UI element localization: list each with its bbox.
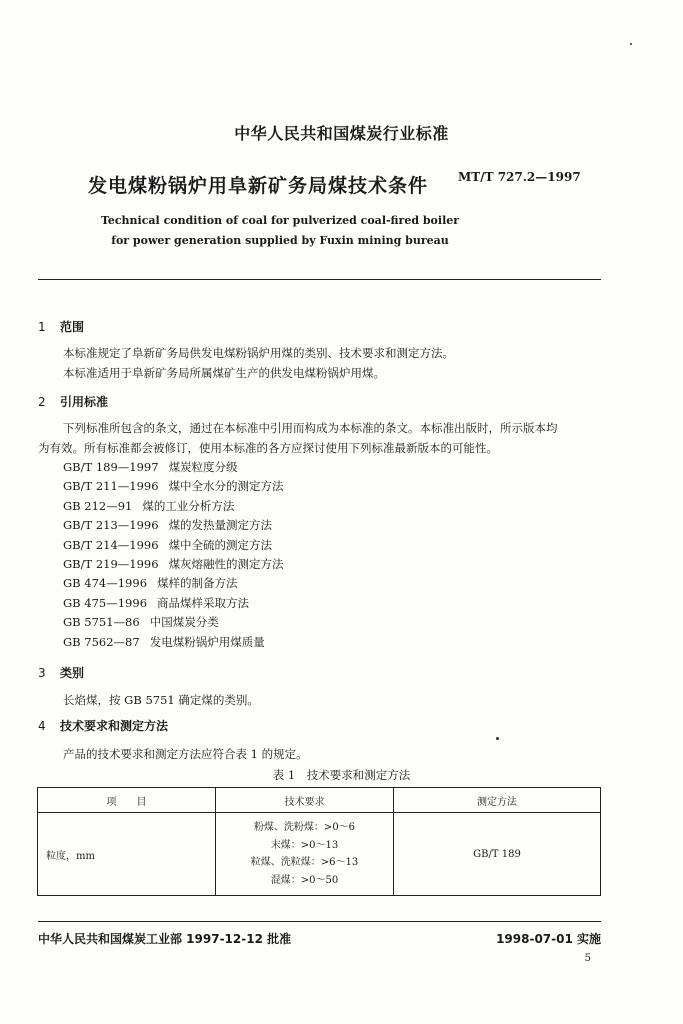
reference-name: 煤中全水分的测定方法	[168, 479, 284, 494]
reference-name: 煤样的制备方法	[157, 576, 238, 591]
reference-item	[63, 477, 284, 496]
page-number: 5	[584, 953, 591, 964]
reference-name: 煤的工业分析方法	[142, 498, 235, 513]
title-en-line2: for power generation supplied by Fuxin mining bureau	[111, 234, 449, 247]
column-header-method: 测定方法	[394, 788, 601, 813]
table-caption: 表 1 技术要求和测定方法	[272, 768, 411, 782]
reference-item	[63, 458, 284, 477]
standard-code: MT/T 727.2—1997	[458, 170, 581, 184]
column-header-item: 项 目	[38, 788, 216, 813]
reference-name: 煤的发热量测定方法	[168, 518, 273, 533]
reference-item	[63, 613, 284, 632]
header-divider	[38, 279, 601, 280]
reference-name: 煤灰熔融性的测定方法	[168, 557, 284, 572]
requirement-line: 粒煤、洗粒煤：>6～13	[250, 857, 359, 868]
intro-line-1: 下列标准所包含的条文，通过在本标准中引用而构成为本标准的条文。本标准出版时，所示版本均	[63, 421, 558, 435]
cell-method: GB/T 189	[394, 813, 601, 896]
reference-code: GB 5751—86	[63, 615, 140, 630]
requirement-line: 末煤：>0～13	[270, 839, 339, 851]
issuing-organization: 中华人民共和国煤炭行业标准	[234, 124, 449, 143]
reference-item	[63, 555, 284, 574]
footer-divider	[38, 921, 601, 922]
paragraph: 本标准适用于阜新矿务局所属煤矿生产的供发电煤粉锅炉用煤。	[63, 366, 385, 380]
reference-list	[63, 458, 284, 652]
reference-name: 煤炭粒度分级	[168, 460, 238, 474]
paragraph: 本标准规定了阜新矿务局供发电煤粉锅炉用煤的类别、技术要求和测定方法。	[63, 346, 454, 360]
column-header-requirements: 技术要求	[216, 788, 394, 813]
table-row	[38, 813, 601, 896]
reference-name: 发电煤粉锅炉用煤质量	[149, 634, 265, 649]
reference-code: GB/T 211—1996	[63, 479, 159, 494]
section-4-heading	[38, 717, 168, 734]
implementation-date: 1998-07-01 实施	[496, 932, 601, 946]
paragraph: 产品的技术要求和测定方法应符合表 1 的规定。	[63, 747, 308, 761]
requirement-line: 粉煤、洗粉煤：>0～6	[253, 822, 356, 833]
reference-item	[63, 516, 284, 535]
approval-line: 中华人民共和国煤炭工业部 1997-12-12 批准	[38, 932, 292, 946]
reference-item	[63, 497, 284, 516]
reference-item	[63, 594, 284, 613]
reference-code: GB 212—91	[63, 498, 133, 513]
title-en-line1: Technical condition of coal for pulverized coal-fired boiler	[100, 214, 460, 227]
paragraph: 长焰煤，按 GB 5751 确定煤的类别。	[63, 693, 259, 707]
reference-item	[63, 536, 284, 555]
reference-code: GB 475—1996	[63, 595, 148, 610]
standard-title-cn: 发电煤粉锅炉用阜新矿务局煤技术条件	[88, 175, 429, 197]
section-title: 引用标准	[60, 395, 109, 409]
section-number: 3	[38, 666, 46, 680]
scan-speck	[496, 737, 499, 740]
section-title: 范围	[60, 320, 85, 334]
cell-item: 粒度，mm	[38, 813, 216, 896]
reference-name: 煤中全硫的测定方法	[168, 537, 273, 552]
reference-item	[63, 574, 284, 593]
section-1-body	[63, 343, 454, 383]
section-number: 1	[38, 320, 46, 334]
reference-item	[63, 633, 284, 652]
section-3-heading	[38, 664, 84, 681]
reference-code: GB 474—1996	[63, 576, 148, 591]
section-title: 类别	[60, 666, 85, 680]
section-1-heading	[38, 318, 84, 335]
technical-requirements-table	[37, 787, 601, 896]
section-2-heading	[38, 393, 108, 410]
section-title: 技术要求和测定方法	[60, 719, 169, 733]
table-header-row	[38, 788, 601, 813]
standard-title-en	[60, 211, 500, 251]
reference-code: GB/T 189—1997	[63, 460, 159, 474]
section-2-intro	[38, 418, 608, 458]
reference-code: GB 7562—87	[63, 634, 140, 649]
reference-code: GB/T 213—1996	[63, 518, 159, 533]
reference-code: GB/T 219—1996	[63, 557, 159, 572]
requirement-line: 混煤：>0～50	[270, 874, 339, 886]
reference-name: 商品煤样采取方法	[157, 595, 250, 610]
section-number: 2	[38, 395, 46, 409]
scan-speck	[630, 43, 632, 45]
section-number: 4	[38, 719, 46, 733]
cell-requirements	[216, 813, 394, 896]
reference-name: 中国煤炭分类	[149, 615, 219, 630]
reference-code: GB/T 214—1996	[63, 537, 159, 552]
intro-line-2: 为有效。所有标准都会被修订，使用本标准的各方应探讨使用下列标准最新版本的可能性。	[38, 441, 498, 455]
